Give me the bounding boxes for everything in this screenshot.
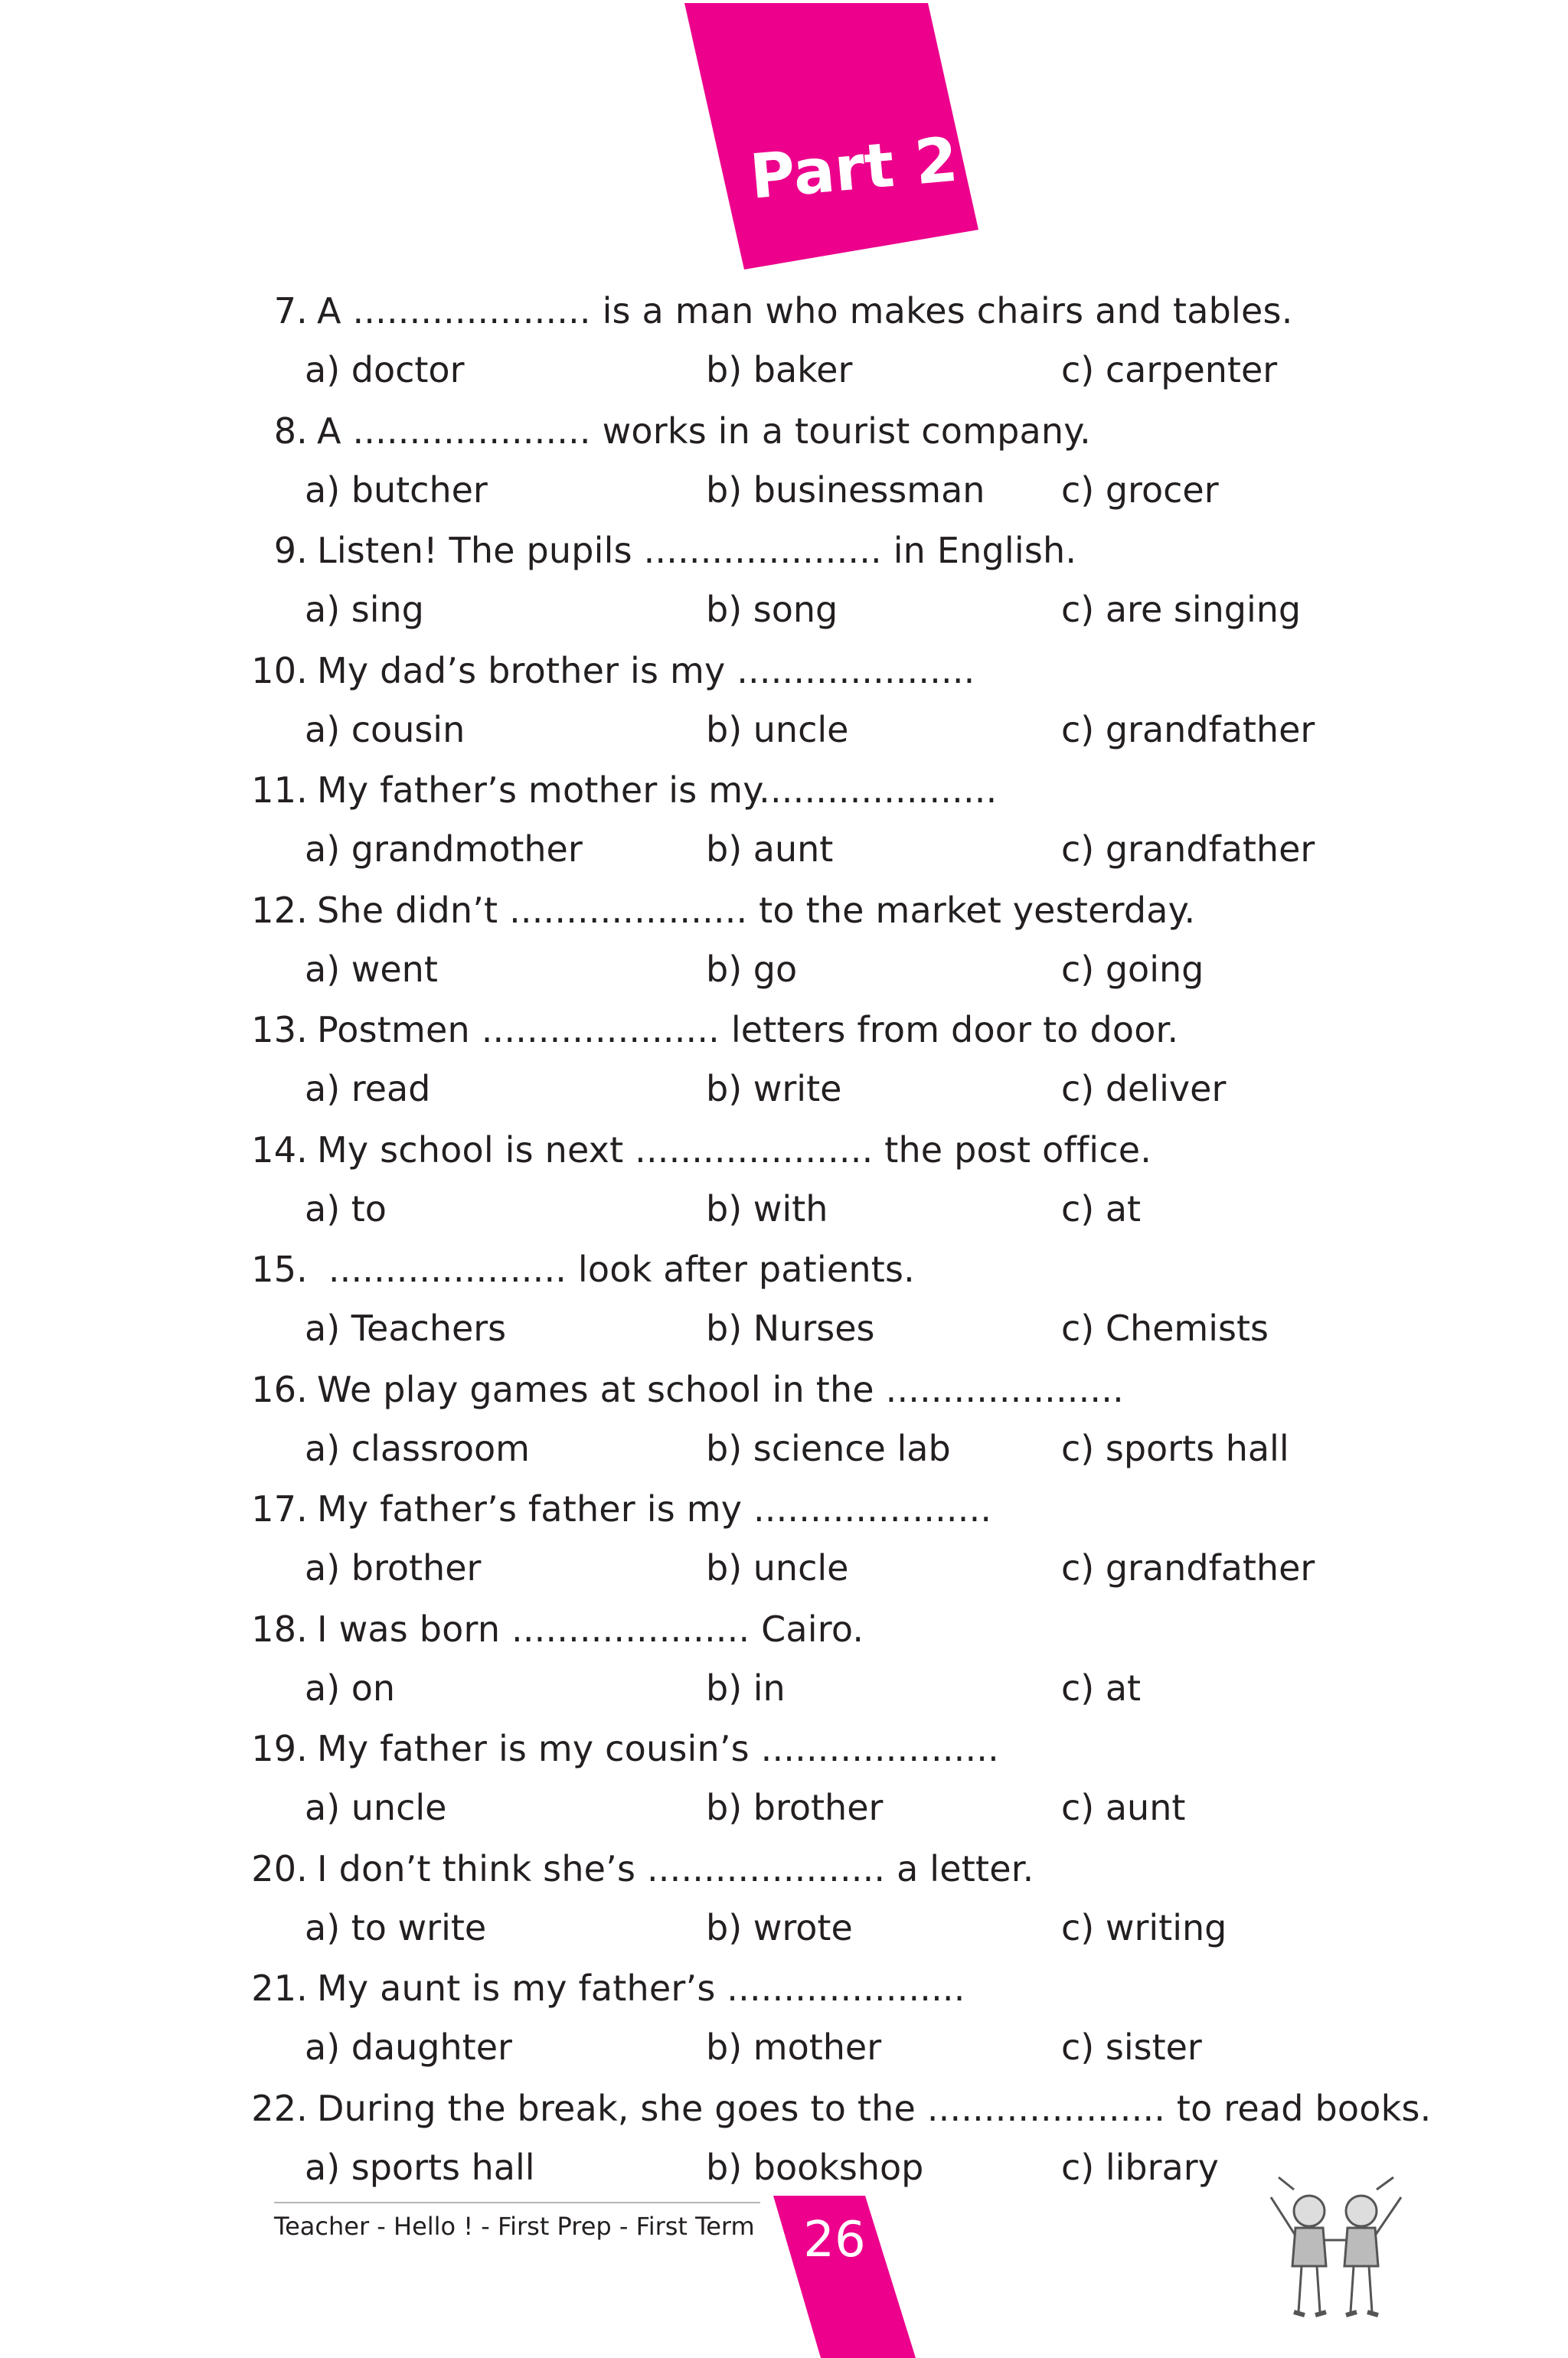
option-a: a) read (305, 1068, 431, 1109)
option-b: b) in (706, 1667, 786, 1709)
kids-illustration (1263, 2174, 1409, 2327)
question-number: 18. (251, 1608, 308, 1650)
question-stem (242, 288, 1293, 334)
option-a: a) sing (305, 589, 424, 630)
option-a: a) daughter (305, 2027, 512, 2068)
question-text: My father is my cousin’s ..................... (317, 1728, 999, 1769)
option-c: c) at (1061, 1188, 1142, 1230)
question-text: Postmen ..................... letters from door to door. (317, 1009, 1179, 1050)
option-c: c) at (1061, 1667, 1142, 1709)
option-b: b) bookshop (706, 2147, 924, 2188)
question-number: 10. (251, 650, 308, 691)
question-number: 13. (251, 1009, 308, 1050)
option-a: a) sports hall (305, 2147, 535, 2188)
option-a: a) on (305, 1667, 396, 1709)
question-stem (242, 408, 1091, 454)
question-number: 17. (251, 1488, 308, 1530)
option-b: b) with (706, 1188, 828, 1230)
question-text: A ..................... is a man who makes chairs and tables. (317, 290, 1293, 331)
question-stem (242, 1367, 1124, 1413)
question-text: My aunt is my father’s ..................... (317, 1968, 965, 2009)
option-a: a) to write (305, 1907, 487, 1948)
option-c: c) sister (1061, 2027, 1202, 2068)
question-number: 21. (251, 1968, 308, 2009)
footer-divider (274, 2202, 760, 2203)
option-c: c) grocer (1061, 469, 1219, 511)
question-text: My father’s mother is my..................... (317, 769, 998, 811)
question-number: 16. (251, 1369, 308, 1410)
option-b: b) go (706, 949, 798, 990)
option-a: a) cousin (305, 709, 466, 750)
question-stem (242, 2085, 1431, 2131)
question-number: 7. (273, 290, 308, 331)
question-text: My dad’s brother is my ..................... (317, 650, 975, 691)
question-stem (242, 648, 975, 694)
option-c: c) Chemists (1061, 1308, 1269, 1349)
option-b: b) song (706, 589, 838, 630)
option-b: b) baker (706, 349, 853, 390)
part-title: Part 2 (746, 123, 961, 213)
option-b: b) Nurses (706, 1308, 875, 1349)
option-c: c) writing (1061, 1907, 1227, 1948)
page-number: 26 (803, 2212, 866, 2268)
option-a: a) went (305, 949, 438, 990)
question-number: 22. (251, 2088, 308, 2129)
option-c: c) deliver (1061, 1068, 1227, 1109)
option-b: b) wrote (706, 1907, 853, 1948)
question-text: A ..................... works in a tourist company. (317, 410, 1091, 452)
question-stem (242, 527, 1076, 573)
question-number: 12. (251, 890, 308, 931)
option-c: c) are singing (1061, 589, 1302, 630)
option-a: a) butcher (305, 469, 488, 511)
option-b: b) write (706, 1068, 842, 1109)
question-stem (242, 1606, 864, 1652)
question-stem (242, 1726, 999, 1772)
option-c: c) going (1061, 949, 1204, 990)
question-text: Listen! The pupils ..................... in English. (317, 530, 1077, 571)
question-text: She didn’t ..................... to the market yesterday. (317, 890, 1196, 931)
question-stem (242, 1965, 965, 2011)
question-text: My father’s father is my ..................... (317, 1488, 992, 1530)
option-a: a) brother (305, 1547, 482, 1589)
question-stem (242, 1127, 1152, 1173)
question-text: I don’t think she’s ..................... a letter. (317, 1848, 1034, 1889)
option-b: b) uncle (706, 1547, 849, 1589)
question-number: 14. (251, 1129, 308, 1171)
question-stem (242, 1007, 1178, 1053)
option-c: c) library (1061, 2147, 1219, 2188)
option-b: b) businessman (706, 469, 985, 511)
option-a: a) uncle (305, 1787, 447, 1828)
question-stem (242, 767, 997, 813)
question-text: We play games at school in the ..................... (317, 1369, 1124, 1410)
option-c: c) sports hall (1061, 1428, 1289, 1469)
option-b: b) brother (706, 1787, 884, 1828)
question-number: 8. (273, 410, 308, 452)
question-text: ..................... look after patients. (317, 1249, 915, 1290)
option-b: b) science lab (706, 1428, 951, 1469)
option-c: c) grandfather (1061, 1547, 1315, 1589)
option-a: a) classroom (305, 1428, 530, 1469)
question-number: 15. (251, 1249, 308, 1290)
option-b: b) mother (706, 2027, 882, 2068)
option-c: c) carpenter (1061, 349, 1278, 390)
option-b: b) uncle (706, 709, 849, 750)
question-stem (242, 1246, 915, 1292)
option-c: c) grandfather (1061, 828, 1315, 870)
option-a: a) to (305, 1188, 387, 1230)
question-number: 19. (251, 1728, 308, 1769)
question-number: 20. (251, 1848, 308, 1889)
question-text: During the break, she goes to the ..................... to read books. (317, 2088, 1432, 2129)
option-a: a) grandmother (305, 828, 583, 870)
question-text: I was born ..................... Cairo. (317, 1608, 864, 1650)
question-number: 9. (273, 530, 308, 571)
option-a: a) doctor (305, 349, 465, 390)
question-text: My school is next ..................... the post office. (317, 1129, 1152, 1171)
question-stem (242, 1846, 1034, 1892)
footer-book-title: Teacher - Hello ! - First Prep - First Term (274, 2212, 755, 2241)
question-number: 11. (251, 769, 308, 811)
option-b: b) aunt (706, 828, 834, 870)
question-stem (242, 1486, 991, 1532)
option-a: a) Teachers (305, 1308, 507, 1349)
option-c: c) aunt (1061, 1787, 1186, 1828)
option-c: c) grandfather (1061, 709, 1315, 750)
question-stem (242, 887, 1195, 933)
